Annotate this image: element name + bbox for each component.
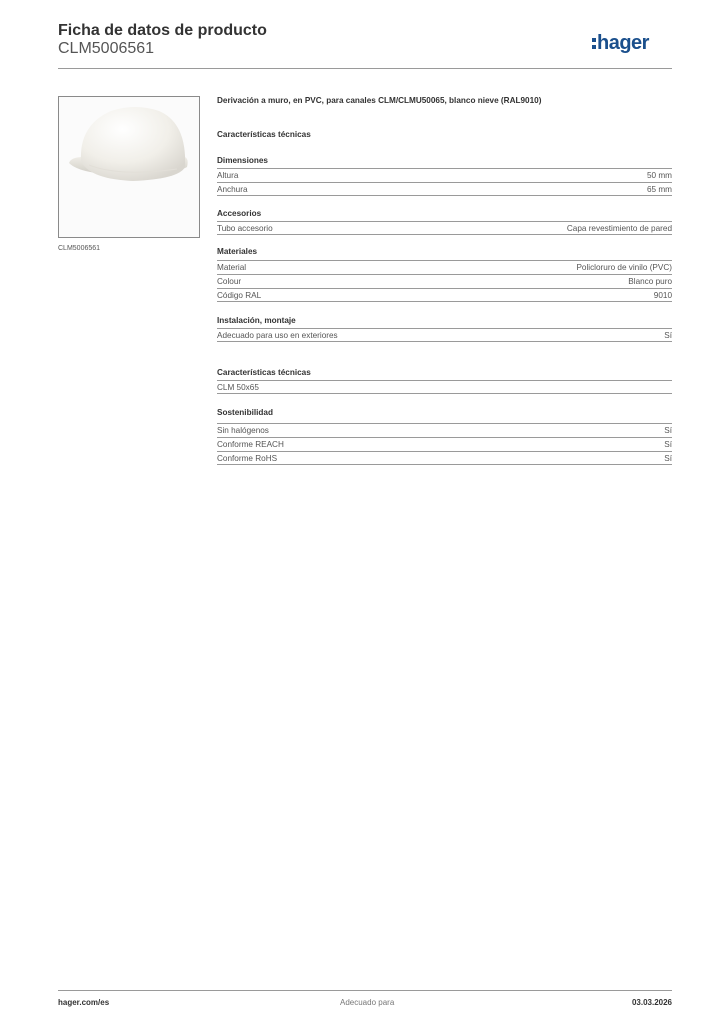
row-value: Sí — [664, 453, 672, 463]
table-row — [217, 451, 672, 465]
section-materiales: Materiales — [217, 247, 258, 256]
row-value: Blanco puro — [628, 277, 672, 286]
row-label: Conforme REACH — [217, 440, 284, 449]
table-row — [217, 423, 672, 437]
row-label: CLM 50x65 — [217, 382, 259, 392]
table-row — [217, 328, 672, 342]
row-label: Material — [217, 263, 247, 272]
row-value: Capa revestimiento de pared — [566, 223, 672, 233]
section-sostenibilidad: Sostenibilidad — [217, 408, 273, 417]
row-value: Sí — [664, 440, 672, 449]
row-value: 9010 — [653, 290, 672, 300]
product-code: CLM5006561 — [58, 40, 155, 57]
footer-divider — [58, 990, 672, 991]
footer-website-link[interactable]: hager.com/es — [58, 998, 110, 1007]
table-row — [217, 168, 672, 182]
tech-heading: Características técnicas — [217, 130, 311, 139]
table-row — [217, 380, 672, 394]
row-label: Código RAL — [217, 290, 262, 300]
section-dimensiones: Dimensiones — [217, 156, 268, 165]
product-photo — [58, 96, 200, 238]
table-row — [217, 274, 672, 288]
row-value: 65 mm — [646, 184, 672, 194]
row-value: Sí — [664, 330, 672, 340]
section-accesorios: Accesorios — [217, 209, 262, 218]
row-value: 50 mm — [646, 171, 672, 180]
logo-dots-icon — [592, 38, 596, 49]
section-caracteristicas: Características técnicas — [217, 368, 311, 377]
row-label: Tubo accesorio — [217, 223, 273, 233]
row-value: Policloruro de vinilo (PVC) — [576, 263, 672, 272]
table-row — [217, 221, 672, 235]
table-row — [217, 437, 672, 451]
row-label: Colour — [217, 277, 242, 286]
table-row — [217, 288, 672, 302]
photo-caption: CLM5006561 — [58, 245, 101, 252]
section-instalacion: Instalación, montaje — [217, 316, 296, 325]
footer-center-text: Adecuado para — [340, 998, 395, 1007]
product-description: Derivación a muro, en PVC, para canales CLM/CLMU50065, blanco nieve (RAL9010) — [217, 96, 542, 105]
product-photo-cap-icon — [59, 97, 199, 237]
row-label: Adecuado para uso en exteriores — [217, 330, 338, 340]
row-value: Sí — [664, 426, 672, 435]
table-row — [217, 182, 672, 196]
row-label: Anchura — [217, 184, 248, 194]
table-row — [217, 260, 672, 274]
logo-text: hager — [597, 31, 649, 54]
page-title: Ficha de datos de producto — [58, 22, 267, 39]
hager-logo — [592, 28, 649, 58]
row-label: Altura — [217, 171, 239, 180]
row-label: Conforme RoHS — [217, 453, 278, 463]
footer-date: 03.03.2026 — [631, 998, 672, 1007]
row-label: Sin halógenos — [217, 426, 269, 435]
header-divider — [58, 68, 672, 69]
